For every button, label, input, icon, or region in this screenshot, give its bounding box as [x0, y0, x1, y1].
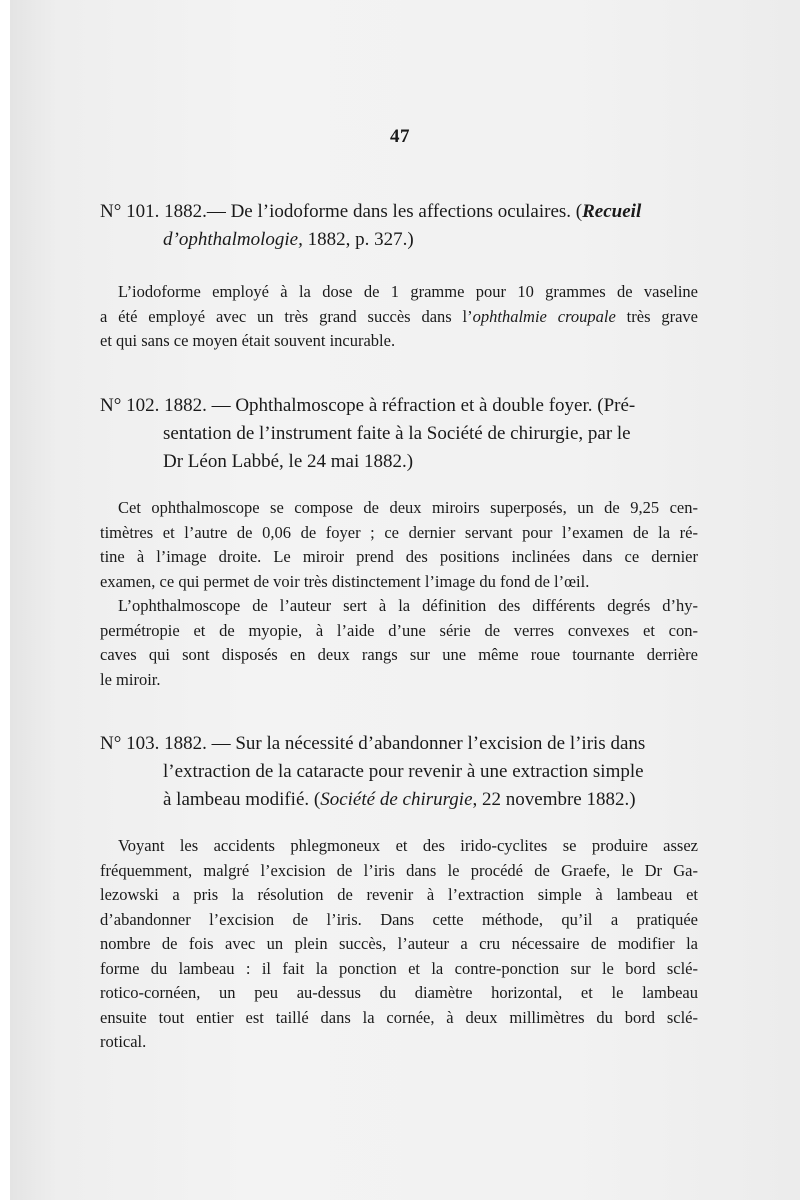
- entry-101-heading-line-2: d’ophthalmologie, 1882, p. 327.): [163, 229, 414, 250]
- entry-101-line-italic: a été employé avec un très grand succès dans l’ophthalmie croupale très grave: [100, 306, 698, 326]
- page-number: 47: [390, 126, 410, 147]
- entry-101-heading: [100, 198, 700, 254]
- entry-103-heading-line-3: à lambeau modifié. (Société de chirurgie, 22 novembre 1882.): [163, 789, 636, 810]
- entry-103-heading: N° 103. 1882. — Sur la nécessité d’abandonner l’excision de l’iris dans l’extraction de la cataracte pour revenir à une extraction simple à lambeau modifié. (Société de chirurgie, 22 novembre 1882.): [100, 730, 700, 814]
- entry-102-paragraph-1: Cet ophthalmoscope se compose de deux miroirs superposés, un de 9,25 cen- timètres et l’autre de 0,06 de foyer ; ce dernier servant pour l’examen de la ré- tine à l’image droite. Le miroir prend des positions inclinées dans ce dernier examen, ce qui permet de voir très distinctement l’image du fond de l’œil.: [100, 498, 698, 591]
- entry-102-paragraph-2: L’ophthalmoscope de l’auteur sert à la définition des différents degrés d’hy- permétropie et de myopie, à l’aide d’une série de verres convexes et con- caves qui sont disposés en deux rangs sur une même roue tournante derrière le miroir.: [100, 596, 698, 689]
- entry-102-heading: N° 102. 1882. — Ophthalmoscope à réfraction et à double foyer. (Pré- sentation de l’instrument faite à la Société de chirurgie, par le Dr Léon Labbé, le 24 mai 1882.): [100, 395, 636, 472]
- entry-101-heading-line-1: N° 101. 1882.— De l’iodoforme dans les affections oculaires. (Recueil: [100, 201, 642, 222]
- entry-101-paragraph: L’iodoforme employé à la dose de 1 gramme pour 10 grammes de vaseline a été employé avec un très grand succès dans l’ophthalmie croupale très grave et qui sans ce moyen était souvent incurable.: [100, 282, 698, 350]
- entry-103-paragraph: Voyant les accidents phlegmoneux et des irido-cyclites se produire assez fréquemment, malgré l’excision de l’iris dans le procédé de Graefe, le Dr Ga- lezowski a pris la résolution de revenir à l’extraction simple à lambeau et d’abandonner l’excision de l’iris. Dans cette méthode, qu’il a pratiquée nombre de fois avec un plein succès, l’auteur a cru nécessaire de modifier la forme du lambeau : il fait la ponction et la contre-ponction sur le bord sclé- rotico-cornéen, un peu au-dessus du diamètre horizontal, et le lambeau ensuite tout entier est taillé dans la cornée, à deux millimètres du bord sclé- rotical.: [100, 836, 698, 1051]
